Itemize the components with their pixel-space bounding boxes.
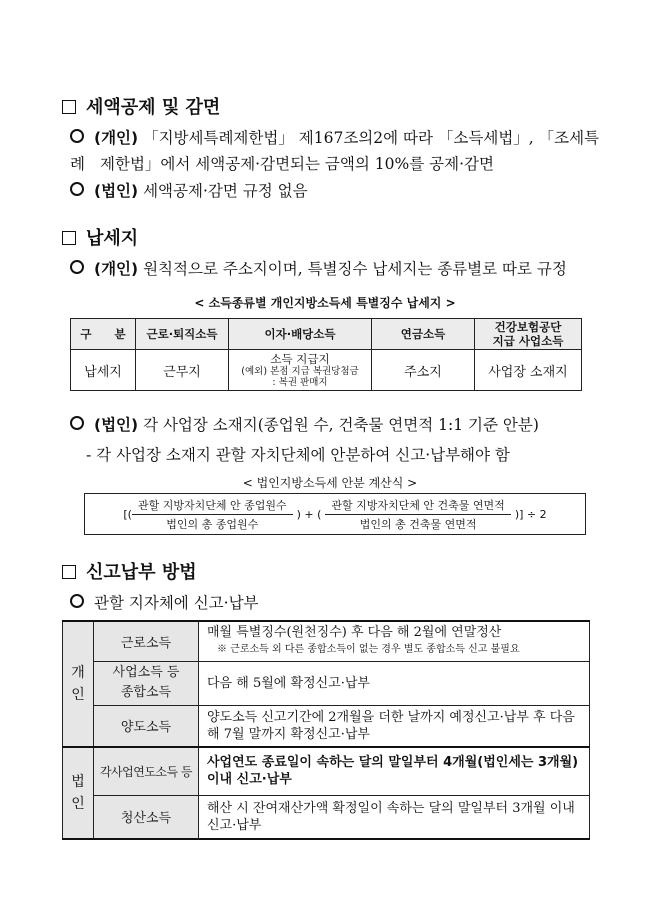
section-title: 납세지 [86,228,139,249]
table-row [63,747,590,795]
square-bullet-icon [62,100,76,114]
desc-cell: 다음 해 5월에 확정신고·납부 [199,661,590,705]
personal-line2: 제한법」에서 세액공제·감면되는 금액의 10%를 공제·감면 [100,155,494,173]
desc-note: ※ 근로소득 외 다른 종합소득이 없는 경우 별도 종합소득 신고 불필요 [217,644,520,656]
report-bullet-text: 관할 지자체에 신고·납부 [94,594,259,612]
circle-bullet-icon [70,182,84,196]
table-row [63,621,590,661]
table-row [63,661,590,705]
corporate-text: 각 사업장 소재지(종업원 수, 건축물 연면적 1:1 기준 안분) [143,416,539,434]
section-heading-tax-place [62,224,138,250]
table-row [71,350,582,391]
table-row [63,705,590,747]
header-pension: 연금소득 [372,319,475,350]
header-interest: 이자·배당소득 [229,319,372,350]
interest-line1: 소득 지급지 [270,351,330,366]
cell-interest [229,350,372,391]
square-bullet-icon [62,565,76,579]
circle-bullet-icon [70,594,84,608]
personal-prefix: (개인) [94,260,139,278]
formula-close: )] ÷ 2 [514,507,547,521]
desc-cell [199,621,590,661]
header-category: 구 분 [71,319,136,350]
report-method-table [62,620,590,840]
interest-line3: : 복권 판매지 [272,376,328,388]
cell-pension: 주소지 [372,350,475,391]
numerator-employees: 관할 지방자치단체 안 종업원수 [132,497,293,515]
category-cell: 각사업연도소득 등 [94,747,199,795]
tax-place-corporate [70,412,539,438]
tax-credit-corporate [70,178,308,204]
table-caption: < 소득종류별 개인지방소득세 특별징수 납세지 > [194,296,456,310]
formula-open: [( [123,507,132,521]
section-heading-report-method [62,558,197,584]
category-cell: 근로소득 [94,621,199,661]
header-health: 건강보험공단 지급 사업소득 [475,319,582,350]
square-bullet-icon [62,231,76,245]
section-heading-tax-credit [62,93,220,119]
table-header-row [71,319,582,350]
group-label-personal: 개 인 [63,621,94,747]
category-cell: 사업소득 등 종합소득 [94,661,199,705]
corporate-sub: - 각 사업장 소재지 관할 자치단체에 안분하여 신고·납부해야 함 [86,446,510,464]
report-bullet [70,590,259,616]
interest-line2: (예외) 본점 지급 복권당첨금 [241,365,359,377]
numerator-floor-area: 관할 지방자치단체 안 건축물 연면적 [325,497,510,515]
cell-health: 사업장 소재지 [475,350,582,391]
denominator-floor-area: 법인의 총 건축물 연면적 [359,517,477,531]
group-label-corporate: 법 인 [63,747,94,839]
cell-work: 근무지 [136,350,229,391]
withholding-place-table [70,318,582,391]
category-cell: 청산소득 [94,795,199,839]
circle-bullet-icon [70,416,84,430]
desc-cell: 양도소득 신고기간에 2개월을 더한 날까지 예정신고·납부 후 다음 해 7월 말까지 확정신고·납부 [199,705,590,747]
corporate-prefix: (법인) [94,416,139,434]
desc-text: 매월 특별징수(원천징수) 후 다음 해 2월에 연말정산 [207,625,502,641]
circle-bullet-icon [70,129,84,143]
header-work: 근로·퇴직소득 [136,319,229,350]
desc-cell: 해산 시 잔여재산가액 확정일이 속하는 달의 말일부터 3개월 이내 신고·납부 [199,795,590,839]
personal-text: 원칙적으로 주소지이며, 특별징수 납세지는 종류별로 따로 규정 [143,260,567,278]
denominator-employees: 법인의 총 종업원수 [166,517,259,531]
tax-place-personal [70,256,567,282]
corporate-prefix: (법인) [94,182,139,200]
category-cell: 양도소득 [94,705,199,747]
corporate-text: 세액공제·감면 규정 없음 [143,182,308,200]
desc-cell: 사업연도 종료일이 속하는 달의 말일부터 4개월(법인세는 3개월) 이내 신고·납부 [199,747,590,795]
formula-caption: < 법인지방소득세 안분 계산식 > [242,476,418,490]
row-label: 납세지 [71,350,136,391]
section-title: 세액공제 및 감면 [86,97,221,118]
table-row [63,795,590,839]
fraction-floor-area [325,497,510,532]
personal-line1: 「지방세특례제한법」 제167조의2에 따라 「소득세법」, 「조세특례 [70,129,600,173]
section-title: 신고납부 방법 [86,562,197,583]
personal-prefix: (개인) [94,129,139,147]
circle-bullet-icon [70,260,84,274]
fraction-employees [132,497,293,532]
apportion-formula [84,493,586,535]
formula-plus: ) + ( [296,507,322,521]
